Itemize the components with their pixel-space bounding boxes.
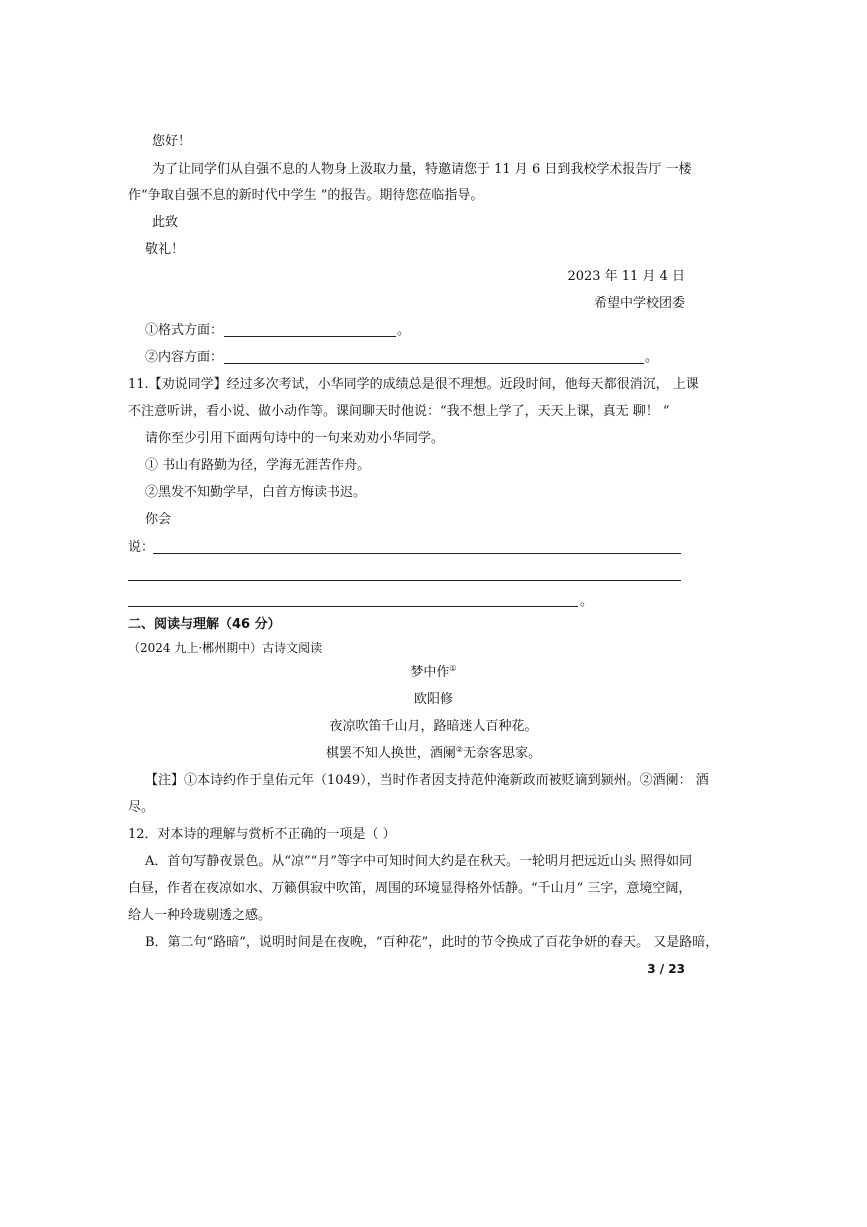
- letter-date: 2023 年 11 月 4 日: [567, 269, 685, 284]
- poem-title-text: 梦中作: [410, 665, 450, 680]
- q11-you-will: 你会: [145, 512, 172, 527]
- q11-line-1: 11.【劝说同学】经过多次考试，小华同学的成绩总是很不理想。近段时间，他每天都很消沉， 上课: [128, 377, 699, 392]
- content-answer-label: ②内容方面：: [145, 350, 224, 365]
- format-answer-blank[interactable]: [224, 336, 396, 337]
- poem-line-1: 夜凉吹笛千山月，路暗迷人百种花。: [329, 719, 538, 734]
- q11-answer-end: 。: [580, 594, 594, 609]
- q11-line-2: 不注意听讲，看小说、做小动作等。课间聊天时他说：“我不想上学了，天天上课，真无 聊！ ”: [128, 404, 670, 419]
- poem-note-line-2: 尽。: [128, 800, 155, 815]
- q11-option-2: ②黑发不知勤学早，白首方悔读书迟。: [145, 485, 367, 500]
- q11-option-1: ① 书山有路勤为径，学海无涯苦作舟。: [145, 458, 371, 473]
- q11-say-label: 说：: [128, 540, 155, 555]
- poem-author: 欧阳修: [413, 692, 453, 707]
- letter-greeting: 您好！: [152, 134, 192, 149]
- letter-body-line-1: 为了让同学们从自强不息的人物身上汲取力量，特邀请您于 11 月 6 日到我校学术报告厅 一楼: [152, 162, 692, 177]
- poem-line-2b: 无奈客思家。: [463, 746, 542, 761]
- letter-body-line-2: 作“争取自强不息的新时代中学生 ”的报告。期待您莅临指导。: [128, 188, 484, 203]
- q11-answer-line-2[interactable]: [128, 580, 681, 581]
- poem-note-line-1: 【注】①本诗约作于皇佑元年（1049），当时作者因支持范仲淹新政而被贬谪到颍州。②酒阑： 酒: [145, 773, 709, 788]
- letter-closing-1: 此致: [152, 215, 179, 230]
- section-heading: 二、阅读与理解（46 分）: [128, 617, 281, 632]
- q11-answer-line-1[interactable]: [153, 553, 681, 554]
- section-source: （2024 九上·郴州期中）古诗文阅读: [128, 641, 323, 655]
- letter-closing-2: 敬礼！: [145, 242, 185, 257]
- q11-instruction: 请你至少引用下面两句诗中的一句来劝劝小华同学。: [145, 431, 445, 446]
- q12-option-a-line-3: 给人一种玲珑剔透之感。: [128, 908, 272, 923]
- content-answer-end: 。: [645, 350, 659, 365]
- poem-title: [0, 665, 867, 681]
- format-answer-label: ①格式方面：: [145, 323, 224, 338]
- page-number: 3 / 23: [647, 962, 685, 976]
- q11-answer-line-3[interactable]: [128, 606, 578, 607]
- format-answer-end: 。: [397, 323, 411, 338]
- poem-title-note: ①: [449, 664, 457, 673]
- q12-stem: 12．对本诗的理解与赏析不正确的一项是（ ）: [128, 827, 396, 842]
- q12-option-a-line-2: 白昼，作者在夜凉如水、万籁俱寂中吹笛，周围的环境显得格外恬静。“千山月” 三字，意境空阔，: [128, 881, 692, 896]
- q12-option-a-line-1: A．首句写静夜景色。从“凉”“月”等字中可知时间大约是在秋天。一轮明月把远近山头 照得如同: [145, 854, 693, 869]
- content-answer-blank[interactable]: [224, 363, 644, 364]
- poem-line-2-note: ②: [455, 745, 464, 754]
- letter-signer: 希望中学校团委: [593, 296, 685, 311]
- poem-line-2: [0, 746, 867, 762]
- q12-option-b-line-1: B．第二句“路暗”，说明时间是在夜晚，“百种花”，此时的节令换成了百花争妍的春天。 又是路暗，: [145, 935, 719, 950]
- poem-line-2a: 棋罢不知人换世，酒阑: [325, 746, 456, 761]
